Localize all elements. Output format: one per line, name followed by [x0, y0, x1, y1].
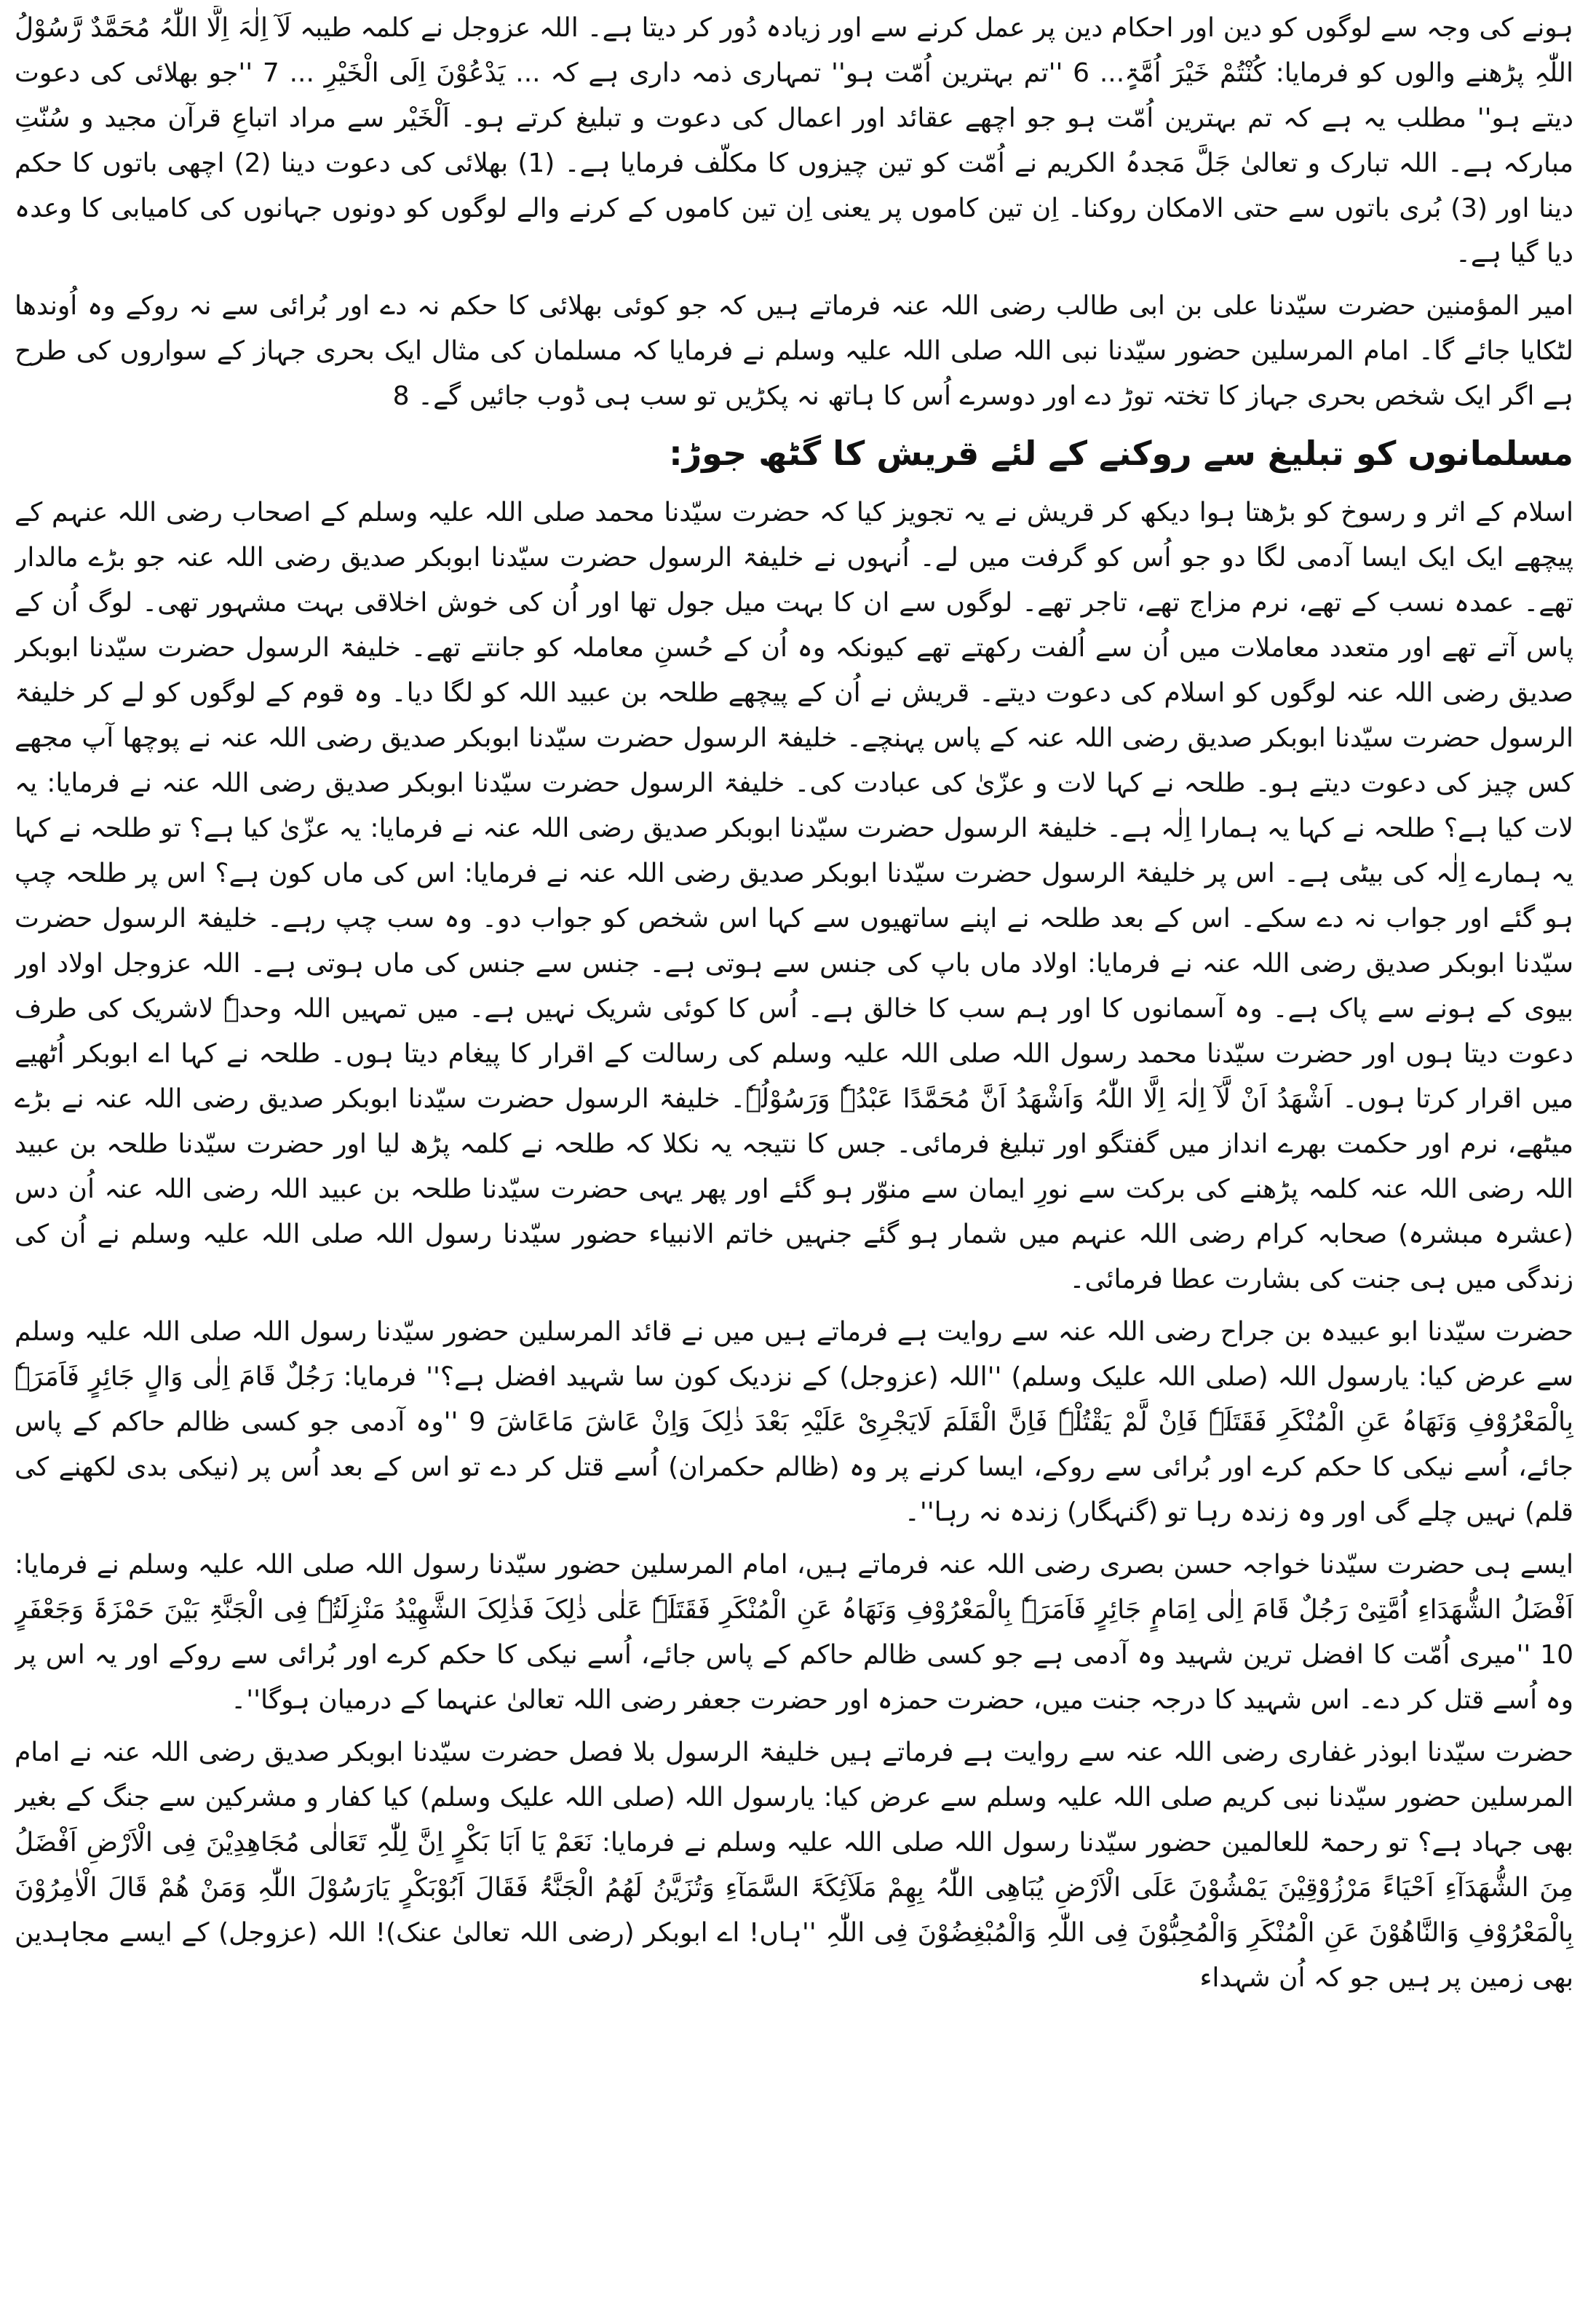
paragraph-2: امیر المؤمنین حضرت سیّدنا علی بن ابی طالب رضی اللہ عنہ فرماتے ہیں کہ جو کوئی بھلائی کا حکم نہ دے اور بُرائی سے نہ روکے وہ اُوندھا لٹکایا جائے گا۔ امام المرسلین حضور سیّدنا نبی اللہ صلی اللہ علیہ وسلم نے فرمایا کہ مسلمان کی مثال ایک بحری جہاز کے سواروں کی طرح ہے اگر ایک شخص بحری جہاز کا تختہ توڑ دے اور دوسرے اُس کا ہاتھ نہ پکڑیں تو سب ہی ڈوب جائیں گے۔ 8 [15, 291, 1573, 411]
paragraph-1: ہونے کی وجہ سے لوگوں کو دین اور احکام دین پر عمل کرنے سے اور زیادہ دُور کر دیتا ہے۔ اللہ عزوجل نے کلمہ طیبہ لَآ اِلٰہَ اِلَّا اللّٰہُ مُحَمَّدٌ رَّسُوْلُ اللّٰہِ پڑھنے والوں کو فرمایا: کُنْتُمْ خَیْرَ اُمَّۃٍ... 6 ''تم بہترین اُمّت ہو'' تمہاری ذمہ داری ہے کہ ... یَدْعُوْنَ اِلَی الْخَیْرِ ... 7 ''جو بھلائی کی دعوت دیتے ہو'' مطلب یہ ہے کہ تم بہترین اُمّت ہو جو اچھے عقائد اور اعمال کی دعوت و تبلیغ کرتے ہو۔ اَلْخَیْر سے مراد اتباعِ قرآن مجید و سُنّتِ مبارکہ ہے۔ اللہ تبارک و تعالیٰ جَلَّ مَجدہُ الکریم نے اُمّت کو تین چیزوں کا مکلّف فرمایا ہے۔ (1) بھلائی کی دعوت دینا (2) اچھی باتوں کا حکم دینا اور (3) بُری باتوں سے حتی الامکان روکنا۔ اِن تین کاموں پر یعنی اِن تین کاموں کے کرنے والے لوگوں کو دونوں جہانوں کی کامیابی کا وعدہ دیا گیا ہے۔ [15, 13, 1573, 268]
paragraph-5: ایسے ہی حضرت سیّدنا خواجہ حسن بصری رضی اللہ عنہ فرماتے ہیں، امام المرسلین حضور سیّدنا رسول اللہ صلی اللہ علیہ وسلم نے فرمایا: اَفْضَلُ الشُّھَدَاءِ اُمَّتِیْ رَجُلٌ قَامَ اِلٰی اِمَامٍ جَائِرٍ فَاَمَرَہٗ بِالْمَعْرُوْفِ وَنَھَاہُ عَنِ الْمُنْکَرِ فَقَتَلَہٗ عَلٰی ذٰلِکَ فَذٰلِکَ الشَّھِیْدُ مَنْزِلَتُہٗ فِی الْجَنَّۃِ بَیْنَ حَمْزَۃَ وَجَعْفَرٍ 10 ''میری اُمّت کا افضل ترین شہید وہ آدمی ہے جو کسی ظالم حاکم کے پاس جائے، اُسے نیکی کا حکم کرے اور بُرائی سے روکے اور یہ اس پر وہ اُسے قتل کر دے۔ اس شہید کا درجہ جنت میں، حضرت حمزہ اور حضرت جعفر رضی اللہ تعالیٰ عنہما کے درمیان ہوگا''۔ [15, 1550, 1573, 1715]
paragraph-4: حضرت سیّدنا ابو عبیدہ بن جراح رضی اللہ عنہ سے روایت ہے فرماتے ہیں میں نے قائد المرسلین حضور سیّدنا رسول اللہ صلی اللہ علیہ وسلم سے عرض کیا: یارسول اللہ (صلی اللہ علیک وسلم) ''اللہ (عزوجل) کے نزدیک کون سا شہید افضل ہے؟'' فرمایا: رَجُلٌ قَامَ اِلٰی وَالٍ جَائِرٍ فَاَمَرَہٗ بِالْمَعْرُوْفِ وَنَھَاہُ عَنِ الْمُنْکَرِ فَقَتَلَہٗ فَاِنْ لَّمْ یَقْتُلْہٗ فَاِنَّ الْقَلَمَ لَایَجْرِیْ عَلَیْہِ بَعْدَ ذٰلِکَ وَاِنْ عَاشَ مَاعَاشَ 9 ''وہ آدمی جو کسی ظالم حاکم کے پاس جائے، اُسے نیکی کا حکم کرے اور بُرائی سے روکے، ایسا کرنے پر وہ (ظالم حکمران) اُسے قتل کر دے تو اس کے بعد اُس پر (نیکی بدی لکھنے کی قلم) نہیں چلے گی اور وہ زندہ رہا تو (گنہگار) زندہ نہ رہا''۔ [15, 1317, 1573, 1527]
page [15, 6, 1573, 2318]
section-heading: مسلمانوں کو تبلیغ سے روکنے کے لئے قریش کا گٹھ جوڑ: [669, 434, 1573, 473]
paragraph-6: حضرت سیّدنا ابوذر غفاری رضی اللہ عنہ سے روایت ہے فرماتے ہیں خلیفۃ الرسول بلا فصل حضرت سیّدنا ابوبکر صدیق رضی اللہ عنہ نے امام المرسلین حضور سیّدنا نبی کریم صلی اللہ علیہ وسلم سے عرض کیا: یارسول اللہ (صلی اللہ علیک وسلم) کیا کفار و مشرکین سے جنگ کے بغیر بھی جہاد ہے؟ تو رحمۃ للعالمین حضور سیّدنا رسول اللہ صلی اللہ علیہ وسلم نے فرمایا: نَعَمْ یَا اَبَا بَکْرٍ اِنَّ لِلّٰہِ تَعَالٰی مُجَاھِدِیْنَ فِی الْاَرْضِ اَفْضَلُ مِنَ الشُّھَدَآءِ اَحْیَاءً مَرْزُوْقِیْنَ یَمْشُوْنَ عَلَی الْاَرْضِ یُبَاھِی اللّٰہُ بِھِمْ مَلَآئِکَۃَ السَّمَآءِ وَتُزَیَّنُ لَھُمُ الْجَنَّۃُ فَقَالَ اَبُوْبَکْرٍ یَارَسُوْلَ اللّٰہِ وَمَنْ ھُمْ قَالَ الْاٰمِرُوْنَ بِالْمَعْرُوْفِ وَالنَّاھُوْنَ عَنِ الْمُنْکَرِ وَالْمُحِبُّوْنَ فِی اللّٰہِ وَالْمُبْغِضُوْنَ فِی اللّٰہِ ''ہاں! اے ابوبکر (رضی اللہ تعالیٰ عنک)! اللہ (عزوجل) کے ایسے مجاہدین بھی زمین پر ہیں جو کہ اُن شہداء [15, 1738, 1573, 1993]
paragraph-3: اسلام کے اثر و رسوخ کو بڑھتا ہوا دیکھ کر قریش نے یہ تجویز کیا کہ حضرت سیّدنا محمد صلی اللہ علیہ وسلم کے اصحاب رضی اللہ عنہم کے پیچھے ایک ایک ایسا آدمی لگا دو جو اُس کو گرفت میں لے۔ اُنہوں نے خلیفۃ الرسول حضرت سیّدنا ابوبکر صدیق رضی اللہ عنہ جو بڑے مالدار تھے۔ عمدہ نسب کے تھے، نرم مزاج تھے، تاجر تھے۔ لوگوں سے ان کا بہت میل جول تھا اور اُن کی خوش اخلاقی بہت مشہور تھی۔ لوگ اُن کے پاس آتے تھے اور متعدد معاملات میں اُن سے اُلفت رکھتے تھے کیونکہ وہ اُن کے حُسنِ معاملہ کو جانتے تھے۔ خلیفۃ الرسول حضرت سیّدنا ابوبکر صدیق رضی اللہ عنہ لوگوں کو اسلام کی دعوت دیتے۔ قریش نے اُن کے پیچھے طلحہ بن عبید اللہ کو لگا دیا۔ وہ قوم کے لوگوں کو لے کر خلیفۃ الرسول حضرت سیّدنا ابوبکر صدیق رضی اللہ عنہ کے پاس پہنچے۔ خلیفۃ الرسول حضرت سیّدنا ابوبکر صدیق رضی اللہ عنہ نے پوچھا آپ مجھے کس چیز کی دعوت دیتے ہو۔ طلحہ نے کہا لات و عزّیٰ کی عبادت کی۔ خلیفۃ الرسول حضرت سیّدنا ابوبکر صدیق رضی اللہ عنہ نے فرمایا: یہ لات کیا ہے؟ طلحہ نے کہا یہ ہمارا اِلٰہ ہے۔ خلیفۃ الرسول حضرت سیّدنا ابوبکر صدیق رضی اللہ عنہ نے فرمایا: یہ عزّیٰ کیا ہے؟ تو طلحہ نے کہا یہ ہمارے اِلٰہ کی بیٹی ہے۔ اس پر خلیفۃ الرسول حضرت سیّدنا ابوبکر صدیق رضی اللہ عنہ نے فرمایا: اس کی ماں کون ہے؟ اس پر طلحہ چپ ہو گئے اور جواب نہ دے سکے۔ اس کے بعد طلحہ نے اپنے ساتھیوں سے کہا اس شخص کو جواب دو۔ وہ سب چپ رہے۔ خلیفۃ الرسول حضرت سیّدنا ابوبکر صدیق رضی اللہ عنہ نے فرمایا: اولاد ماں باپ کی جنس سے ہوتی ہے۔ جنس سے جنس کی ماں ہوتی ہے۔ اللہ عزوجل اولاد اور بیوی کے ہونے سے پاک ہے۔ وہ آسمانوں کا اور ہم سب کا خالق ہے۔ اُس کا کوئی شریک نہیں ہے۔ میں تمہیں اللہ وحدہٗ لاشریک کی طرف دعوت دیتا ہوں اور حضرت سیّدنا محمد رسول اللہ صلی اللہ علیہ وسلم کی رسالت کے اقرار کا پیغام دیتا ہوں۔ طلحہ نے کہا اے ابوبکر اُٹھیے میں اقرار کرتا ہوں۔ اَشْھَدُ اَنْ لَّآ اِلٰہَ اِلَّا اللّٰہُ وَاَشْھَدُ اَنَّ مُحَمَّدًا عَبْدُہٗ وَرَسُوْلُہٗ۔ خلیفۃ الرسول حضرت سیّدنا ابوبکر صدیق رضی اللہ عنہ نے بڑے میٹھے، نرم اور حکمت بھرے انداز میں گفتگو اور تبلیغ فرمائی۔ جس کا نتیجہ یہ نکلا کہ طلحہ نے کلمہ پڑھ لیا اور حضرت سیّدنا طلحہ بن عبید اللہ رضی اللہ عنہ کلمہ پڑھنے کی برکت سے نورِ ایمان سے منوّر ہو گئے اور پھر یہی حضرت سیّدنا طلحہ بن عبید اللہ رضی اللہ عنہ اُن دس (عشرہ مبشرہ) صحابہ کرام رضی اللہ عنہم میں شمار ہو گئے جنہیں خاتم الانبیاء حضور سیّدنا رسول اللہ صلی اللہ علیہ وسلم نے اُن کی زندگی میں ہی جنت کی بشارت عطا فرمائی۔ [15, 498, 1573, 1294]
